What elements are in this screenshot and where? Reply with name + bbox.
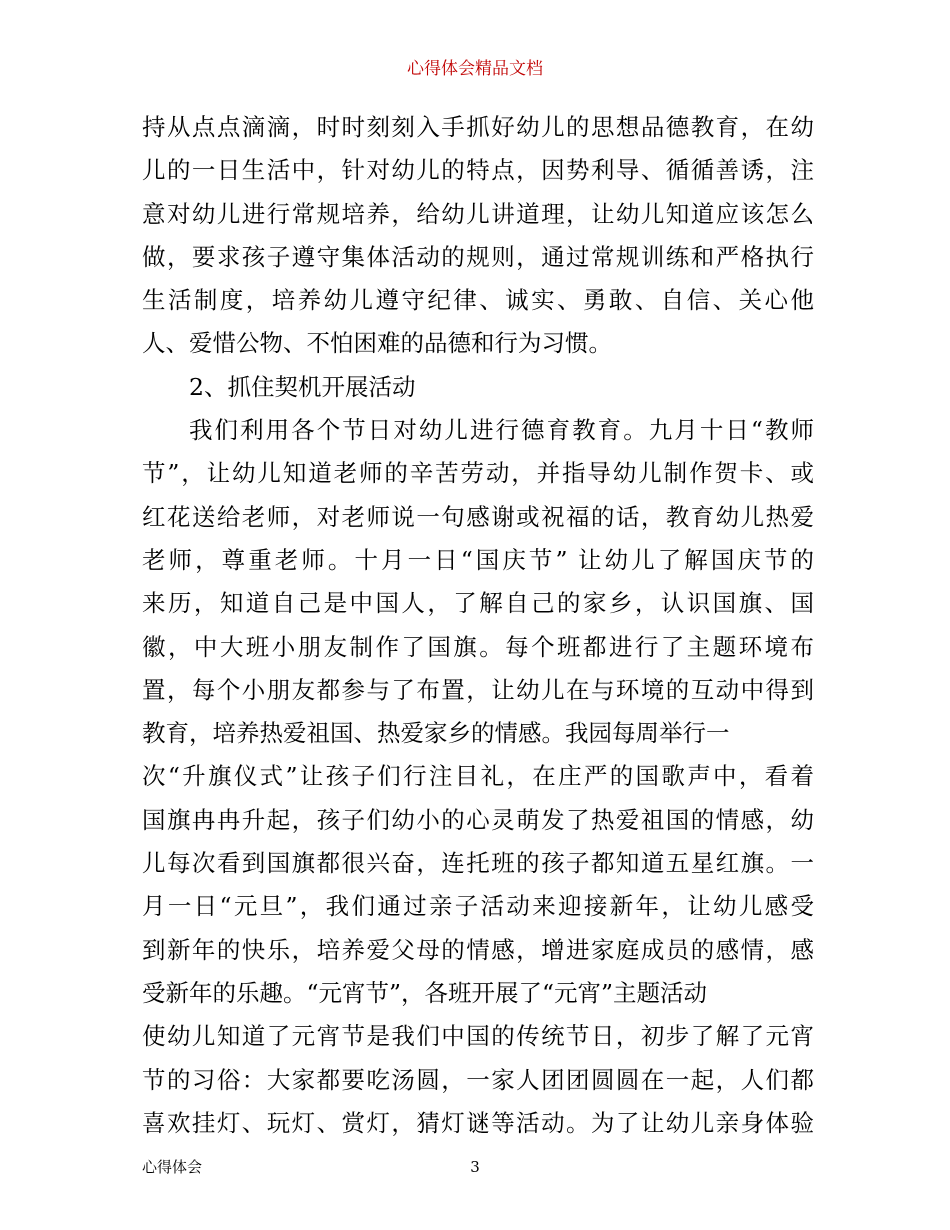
body-line: 意对幼儿进行常规培养，给幼儿讲道理，让幼儿知道应该怎么 bbox=[142, 199, 814, 228]
document-body bbox=[142, 106, 814, 1145]
body-line: 老师，尊重老师。十月一日“国庆节” 让幼儿了解国庆节的 bbox=[142, 545, 814, 574]
page-header-title: 心得体会精品文档 bbox=[407, 59, 543, 79]
body-line: 国旗冉冉升起，孩子们幼小的心灵萌发了热爱祖国的情感，幼 bbox=[142, 805, 814, 834]
body-line: 徽，中大班小朋友制作了国旗。每个班都进行了主题环境布 bbox=[142, 632, 814, 661]
body-line: 节的习俗：大家都要吃汤圆，一家人团团圆圆在一起，人们都 bbox=[142, 1065, 814, 1094]
body-line: 到新年的快乐，培养爱父母的情感，增进家庭成员的感情，感 bbox=[142, 935, 814, 964]
body-line: 我们利用各个节日对幼儿进行德育教育。九月十日“教师 bbox=[189, 416, 814, 445]
body-line: 次“升旗仪式”让孩子们行注目礼，在庄严的国歌声中，看着 bbox=[142, 762, 814, 791]
body-line: 来历，知道自己是中国人，了解自己的家乡，认识国旗、国 bbox=[142, 589, 814, 618]
body-line: 红花送给老师，对老师说一句感谢或祝福的话，教育幼儿热爱 bbox=[142, 502, 814, 531]
body-line: 置，每个小朋友都参与了布置，让幼儿在与环境的互动中得到 bbox=[142, 675, 814, 704]
section-heading: 2、抓住契机开展活动 bbox=[189, 372, 416, 401]
body-line: 儿的一日生活中，针对幼儿的特点，因势利导、循循善诱，注 bbox=[142, 156, 814, 185]
body-line: 持从点点滴滴，时时刻刻入手抓好幼儿的思想品德教育，在幼 bbox=[142, 113, 814, 141]
body-line: 教育，培养热爱祖国、热爱家乡的情感。我园每周举行一 bbox=[142, 719, 730, 748]
body-line: 节”，让幼儿知道老师的辛苦劳动，并指导幼儿制作贺卡、或 bbox=[142, 459, 814, 488]
page-number: 3 bbox=[470, 1158, 480, 1176]
body-line: 做，要求孩子遵守集体活动的规则，通过常规训练和严格执行 bbox=[142, 242, 814, 271]
body-line: 人、爱惜公物、不怕困难的品德和行为习惯。 bbox=[142, 329, 612, 358]
body-line: 使幼儿知道了元宵节是我们中国的传统节日，初步了解了元宵 bbox=[142, 1022, 814, 1051]
body-line: 儿每次看到国旗都很兴奋，连托班的孩子都知道五星红旗。一 bbox=[142, 849, 814, 878]
body-line: 喜欢挂灯、玩灯、赏灯，猜灯谜等活动。为了让幼儿亲身体验 bbox=[142, 1108, 814, 1137]
body-line: 月一日“元旦”，我们通过亲子活动来迎接新年，让幼儿感受 bbox=[142, 892, 814, 921]
footer-label: 心得体会 bbox=[142, 1158, 203, 1176]
body-line: 生活制度，培养幼儿遵守纪律、诚实、勇敢、自信、关心他 bbox=[142, 286, 814, 315]
body-line: 受新年的乐趣。“元宵节”，各班开展了“元宵”主题活动 bbox=[142, 978, 708, 1007]
